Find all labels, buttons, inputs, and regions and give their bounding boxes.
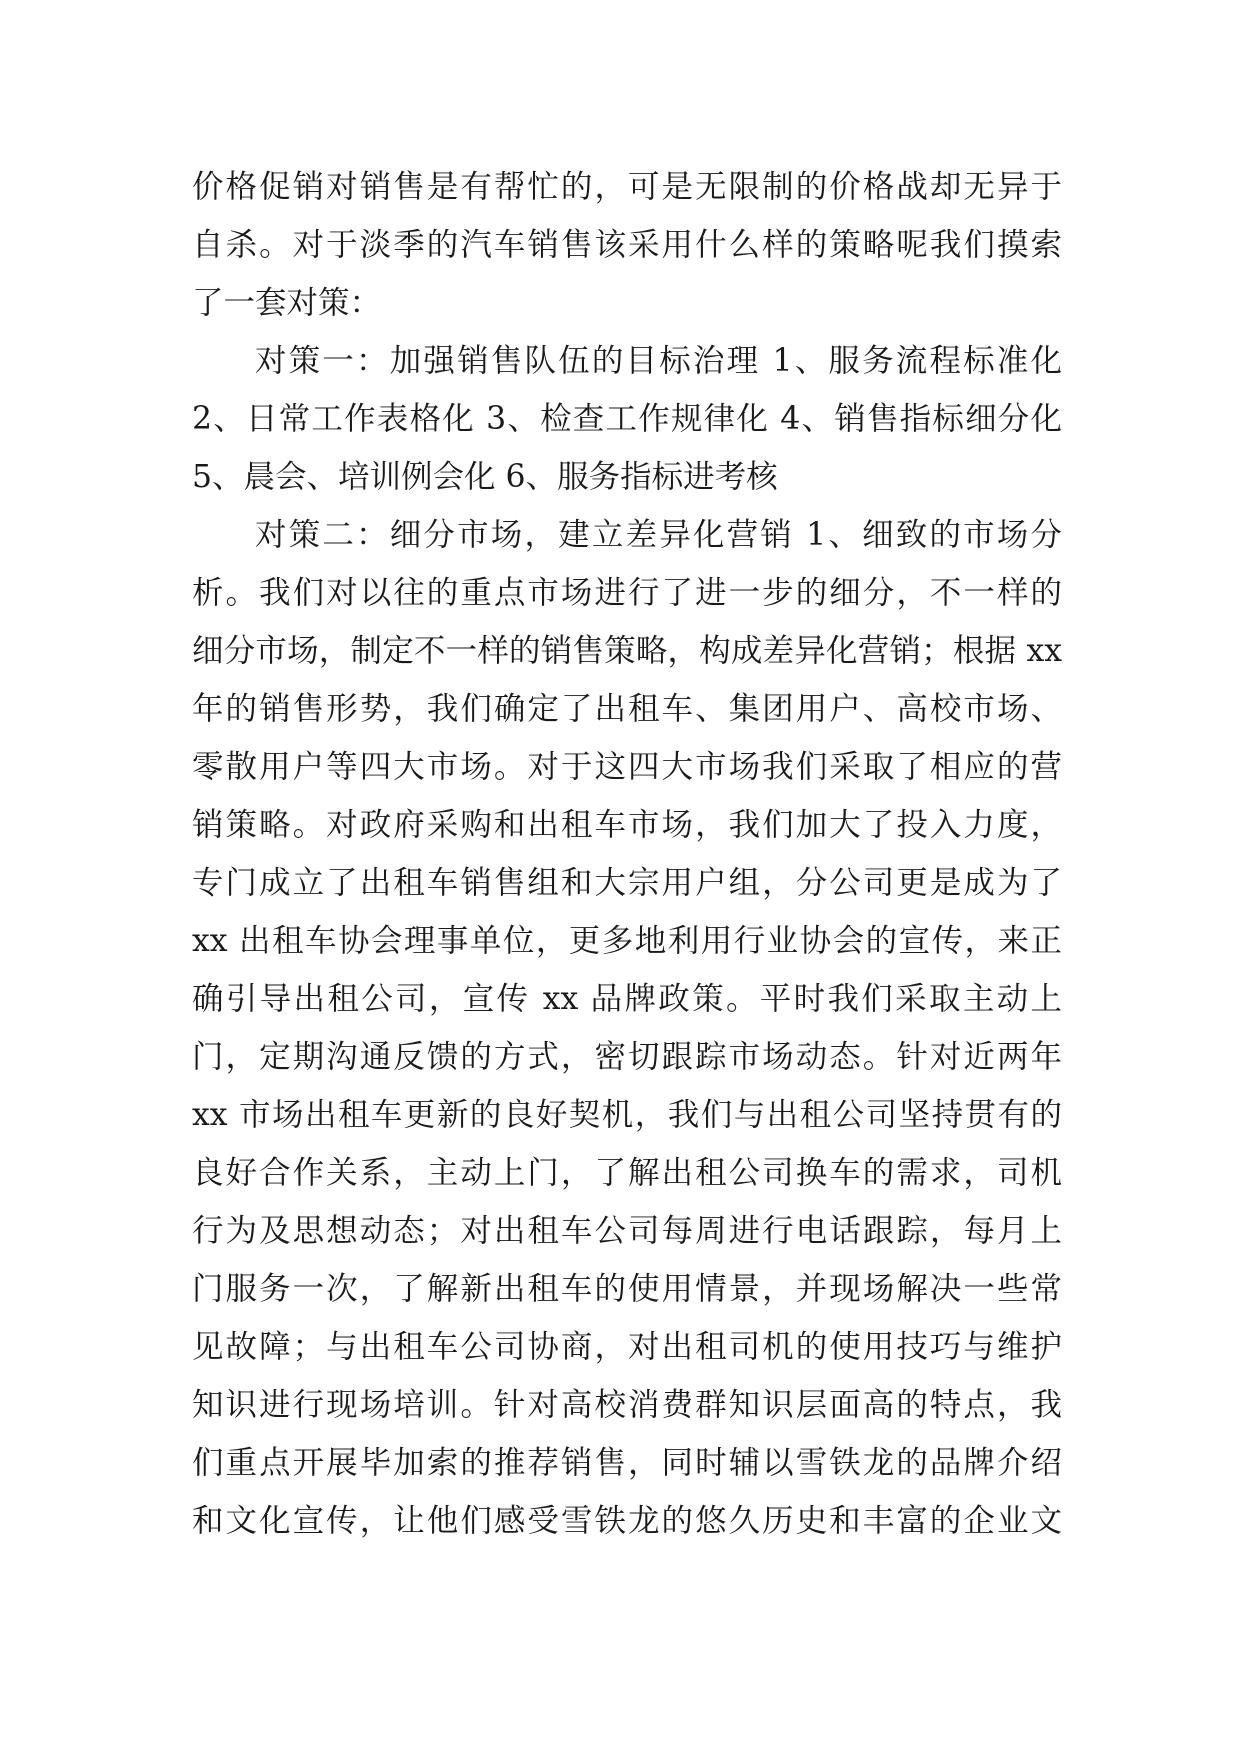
paragraph-line: 销策略。对政府采购和出租车市场，我们加大了投入力度， <box>192 807 1062 843</box>
paragraph-line: 年的销售形势，我们确定了出租车、集团用户、高校市场、 <box>192 691 1062 727</box>
paragraph-line: 析。我们对以往的重点市场进行了进一步的细分，不一样的 <box>192 575 1062 611</box>
paragraph-line: 行为及思想动态；对出租车公司每周进行电话跟踪，每月上 <box>192 1213 1062 1249</box>
paragraph-line: xx 市场出租车更新的良好契机，我们与出租公司坚持贯有的 <box>192 1097 1062 1133</box>
paragraph-line: 门，定期沟通反馈的方式，密切跟踪市场动态。针对近两年 <box>192 1039 1062 1075</box>
paragraph-line: 价格促销对销售是有帮忙的，可是无限制的价格战却无异于 <box>192 169 1062 205</box>
paragraph-line: 良好合作关系，主动上门，了解出租公司换车的需求，司机 <box>192 1155 1062 1191</box>
paragraph-line: 5、晨会、培训例会化 6、服务指标进考核 <box>192 459 778 495</box>
paragraph-line: 门服务一次，了解新出租车的使用情景，并现场解决一些常 <box>192 1271 1062 1307</box>
paragraph-line: 们重点开展毕加索的推荐销售，同时辅以雪铁龙的品牌介绍 <box>192 1445 1062 1481</box>
paragraph-line: 零散用户等四大市场。对于这四大市场我们采取了相应的营 <box>192 749 1062 785</box>
paragraph-line: 见故障；与出租车公司协商，对出租司机的使用技巧与维护 <box>192 1329 1062 1365</box>
paragraph-line: xx 出租车协会理事单位，更多地利用行业协会的宣传，来正 <box>192 923 1062 959</box>
paragraph-line: 了一套对策： <box>192 285 382 321</box>
paragraph-line: 专门成立了出租车销售组和大宗用户组，分公司更是成为了 <box>192 865 1062 901</box>
paragraph-line: 对策一：加强销售队伍的目标治理 1、服务流程标准化 <box>255 343 1062 379</box>
paragraph-line: 细分市场，制定不一样的销售策略，构成差异化营销；根据 xx <box>192 633 1062 669</box>
document-body <box>192 158 1062 1550</box>
paragraph-line: 对策二：细分市场，建立差异化营销 1、细致的市场分 <box>255 517 1062 553</box>
paragraph-line: 知识进行现场培训。针对高校消费群知识层面高的特点，我 <box>192 1387 1062 1423</box>
paragraph-line: 2、日常工作表格化 3、检查工作规律化 4、销售指标细分化 <box>192 401 1062 437</box>
paragraph-line: 确引导出租公司，宣传 xx 品牌政策。平时我们采取主动上 <box>192 981 1062 1017</box>
paragraph-line: 和文化宣传，让他们感受雪铁龙的悠久历史和丰富的企业文 <box>192 1503 1062 1539</box>
paragraph-line: 自杀。对于淡季的汽车销售该采用什么样的策略呢我们摸索 <box>192 227 1062 263</box>
